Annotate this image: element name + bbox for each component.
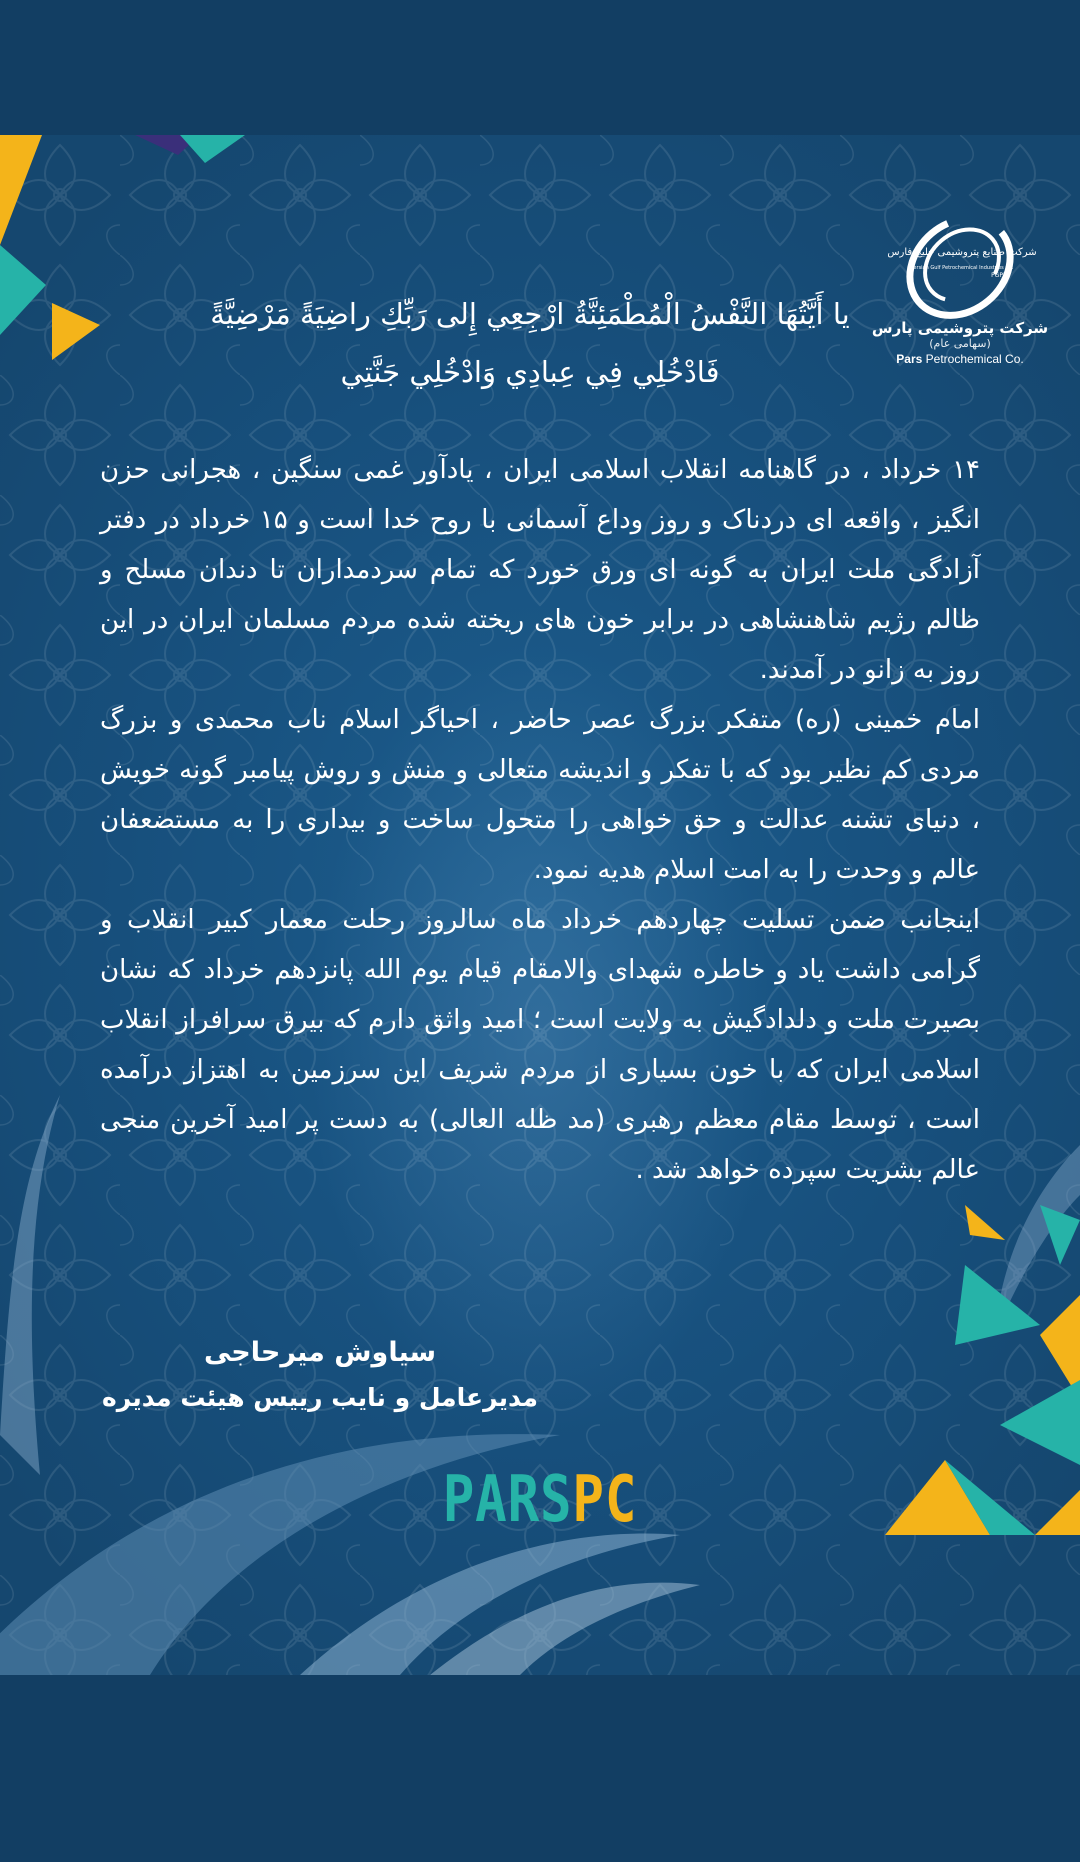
signature-title: مدیرعامل و نایب رییس هیئت مدیره (102, 1383, 538, 1412)
triangle-teal-tl (0, 245, 46, 335)
svg-text:شرکت صنایع پتروشیمی خلیج فارس: شرکت صنایع پتروشیمی خلیج فارس (887, 247, 1037, 258)
triangle-teal-top (180, 135, 245, 163)
verse-line-1: يا أَيَّتُهَا النَّفْسُ الْمُطْمَئِنَّةُ ارْجِعِي إِلى رَبِّكِ راضِيَةً مَرْضِيَّةً (210, 297, 850, 331)
condolence-message (100, 445, 980, 1195)
company-logo (870, 217, 1050, 417)
triangle-yellow-br4 (1035, 1490, 1080, 1535)
svg-text:Persian Gulf Petrochemical Ind: Persian Gulf Petrochemical Industries Co. (910, 265, 1014, 271)
pars-pc-logo (421, 1460, 659, 1540)
brand-pars: PARS (442, 1463, 573, 1537)
triangle-teal-br4 (1000, 1380, 1080, 1465)
svg-text:PGPIC: PGPIC (991, 272, 1009, 279)
logo-en-rest: Petrochemical Co. (925, 352, 1024, 366)
swoosh-left-2 (0, 1095, 60, 1475)
verse-line-2: فَادْخُلِي فِي عِبادِي وَادْخُلِي جَنَّتِي (340, 355, 720, 389)
logo-en-bold: Pars (896, 352, 923, 366)
message-paragraph-2: امام خمینی (ره) متفکر بزرگ عصر حاضر ، احیاگر اسلام ناب محمدی و بزرگ مردی کم نظیر بود که با تفکر و اندیشه متعالی و منش و روش پیامبر گونه خویش ، دنیای تشنه عدالت و حق خواهی را متحول ساخت و بیداری را به مستضعفان عالم و وحدت را به امت اسلام هدیه نمود. (100, 705, 980, 885)
quran-verse (190, 285, 870, 401)
triangle-yellow-tl (0, 135, 42, 245)
pgpic-emblem-icon (887, 217, 1037, 317)
logo-company-en (870, 352, 1050, 366)
logo-company-fa: شرکت پتروشیمی پارس (871, 319, 1049, 337)
message-paragraph-1: ۱۴ خرداد ، در گاهنامه انقلاب اسلامی ایران ، یادآور غمی سنگین ، هجرانی حزن انگیز ، واقعه ای دردناک و روز وداع آسمانی با روح خدا است و ۱۵ خرداد در دفتر آزادگی ملت ایران به گونه ای ورق خورد که تمام سردمداران تا دندان مسلح و ظالم رژیم شاهنشاهی در برابر خون های ریخته شده مردم مسلمان ایران در این روز به زانو در آمدند. (100, 455, 980, 685)
triangle-yellow-tl2 (52, 303, 100, 360)
signature-name: سیاوش میرحاجی (203, 1337, 437, 1368)
poster (0, 135, 1080, 1675)
triangle-teal-br2 (955, 1265, 1040, 1345)
logo-company-sub: (سهامی عام) (929, 337, 991, 350)
triangle-yellow-br1 (965, 1205, 1005, 1240)
message-paragraph-3: اینجانب ضمن تسلیت چهاردهم خرداد ماه سالروز رحلت معمار کبیر انقلاب و گرامی داشت یاد و خاطره شهدای والامقام قیام یوم الله پانزدهم خرداد که نشان بصیرت ملت و دلدادگیش به ولایت است ؛ امید واثق دارم که بیرق سرافراز انقلاب اسلامی ایران که با خون بسیاری از مردم شریف این سرزمین به اهتزاز درآمده است ، توسط مقام معظم رهبری (مد ظله العالی) به دست پر امید آخرین منجی عالم بشریت سپرده خواهد شد . (100, 905, 980, 1185)
signature-block (90, 1330, 550, 1420)
brand-pc: PC (572, 1463, 638, 1537)
